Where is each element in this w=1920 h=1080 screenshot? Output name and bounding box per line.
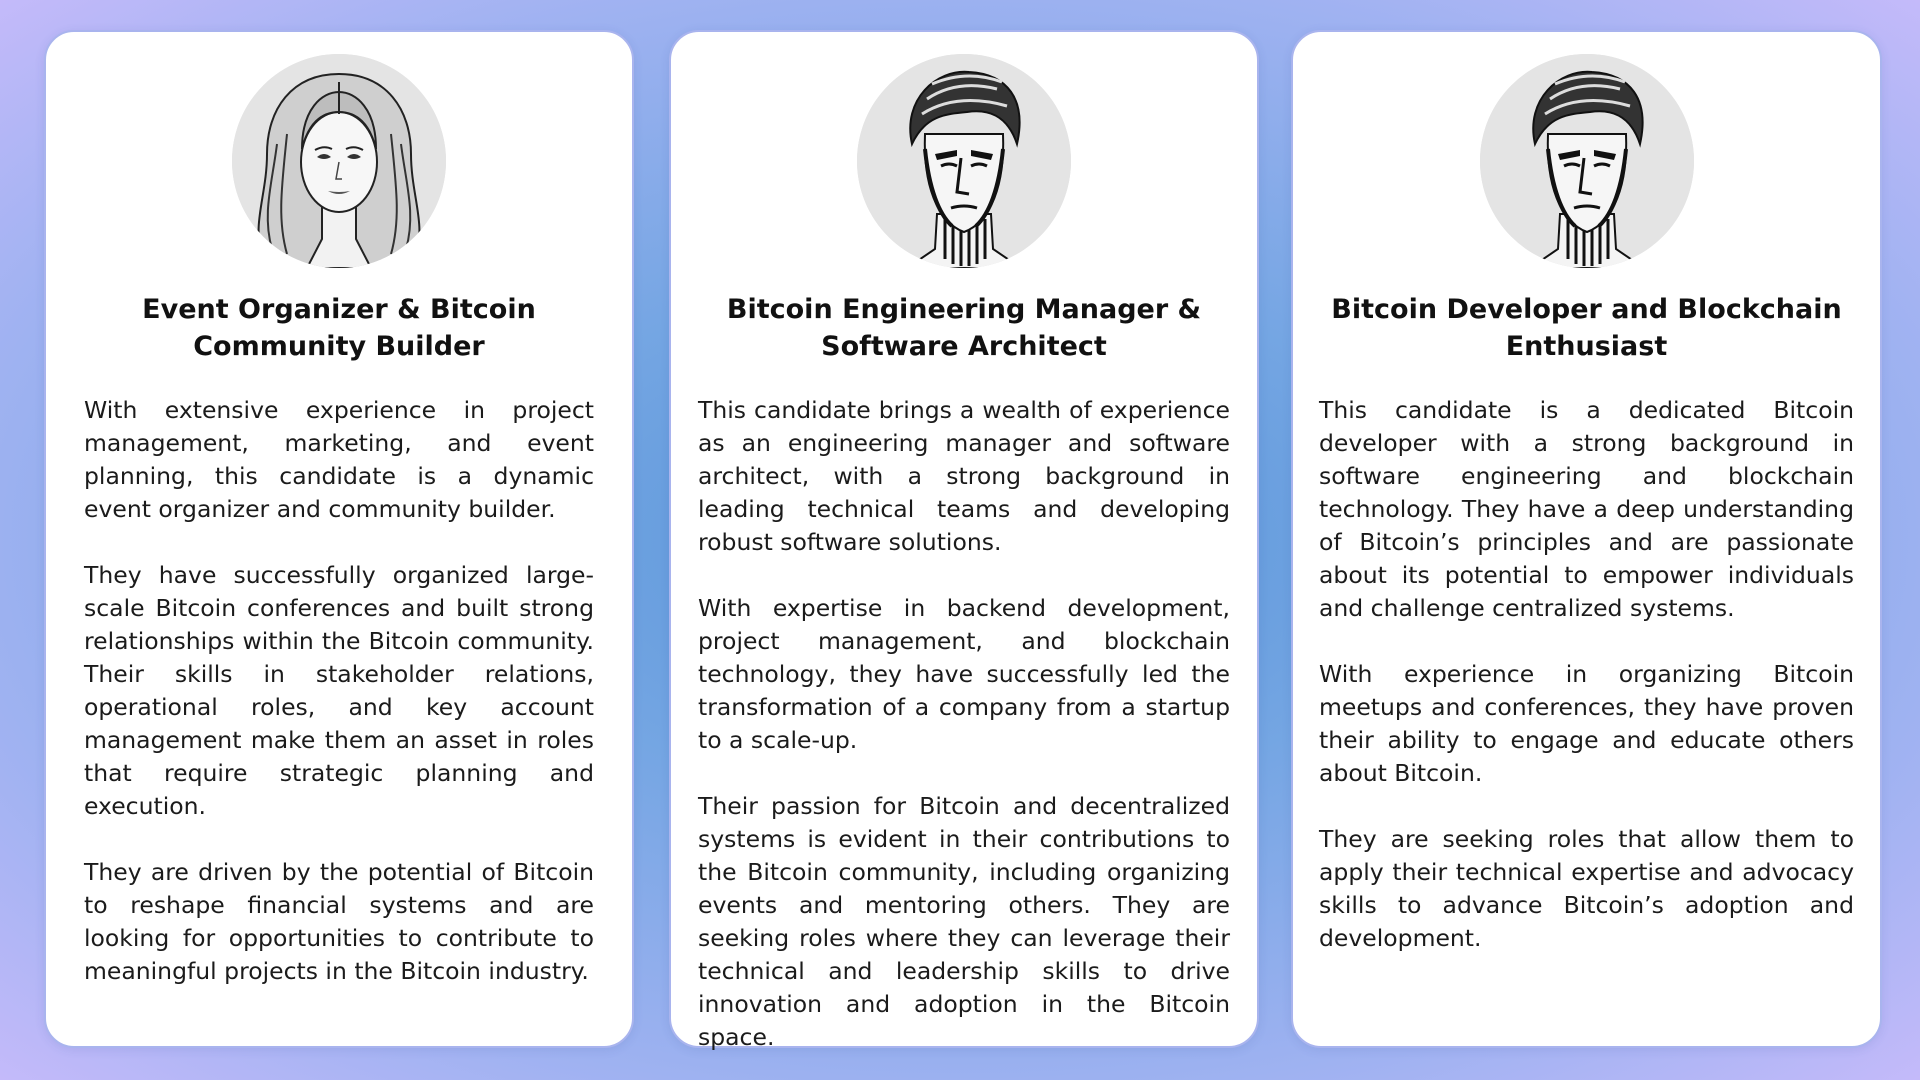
description-paragraph: They are driven by the potential of Bitcoin to reshape financial systems and are looking for opportunities to contribute to meaningful projects in the Bitcoin industry. [84, 858, 594, 985]
description-paragraph: With experience in organizing Bitcoin meetups and conferences, they have proven their ability to engage and educate others about Bitcoin. [1319, 660, 1854, 787]
card-description [698, 394, 1230, 1054]
avatar [232, 54, 446, 268]
card-title-line: Bitcoin Developer and Blockchain [1331, 294, 1842, 325]
card-title [76, 291, 602, 365]
card-title-line: Enthusiast [1505, 331, 1668, 362]
description-paragraph: This candidate is a dedicated Bitcoin developer with a strong background in software engineering and blockchain technology. They have a deep understanding of Bitcoin’s principles and are passionate about its potential to empower individuals and challenge centralized systems. [1319, 396, 1854, 622]
description-paragraph: They have successfully organized large-scale Bitcoin conferences and built strong relationships within the Bitcoin community. Their skills in stakeholder relations, operational roles, and key account management make them an asset in roles that require strategic planning and execution. [84, 561, 594, 820]
candidate-card-engineering-manager [669, 30, 1259, 1051]
card-title-line: Software Architect [821, 331, 1107, 362]
man-portrait-icon [857, 54, 1071, 268]
card-title-line: Bitcoin Engineering Manager & [726, 294, 1202, 325]
card-description [84, 394, 594, 988]
woman-portrait-icon [232, 54, 446, 268]
description-paragraph: Their passion for Bitcoin and decentralized systems is evident in their contributions to the Bitcoin community, including organizing events and mentoring others. They are seeking roles where they can leverage their technical and leadership skills to drive innovation and adoption in the Bitcoin space. [698, 792, 1230, 1051]
description-paragraph: With expertise in backend development, project management, and blockchain technology, they have successfully led the transformation of a company from a startup to a scale-up. [698, 594, 1230, 754]
description-paragraph: With extensive experience in project management, marketing, and event planning, this candidate is a dynamic event organizer and community builder. [84, 396, 594, 523]
candidate-card-bitcoin-developer [1291, 30, 1882, 1048]
card-description [1319, 394, 1854, 955]
card-title-line: Community Builder [193, 331, 485, 362]
man-portrait-icon [1480, 54, 1694, 268]
description-paragraph: They are seeking roles that allow them to apply their technical expertise and advocacy skills to advance Bitcoin’s adoption and development. [1319, 825, 1854, 952]
avatar [1480, 54, 1694, 268]
candidate-card-event-organizer [44, 30, 634, 1048]
avatar [857, 54, 1071, 268]
card-title-line: Event Organizer & Bitcoin [142, 294, 536, 325]
card-title [1323, 291, 1850, 365]
description-paragraph: This candidate brings a wealth of experience as an engineering manager and software architect, with a strong background in leading technical teams and developing robust software solutions. [698, 396, 1230, 556]
card-title [701, 291, 1227, 365]
